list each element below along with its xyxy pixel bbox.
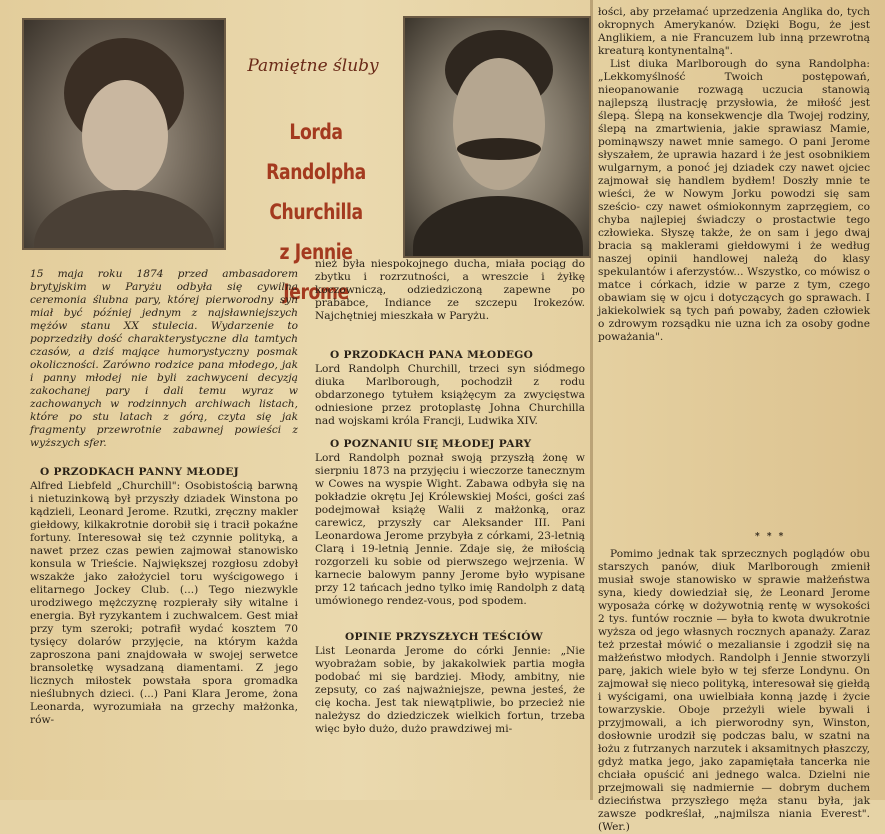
headline-line-1: Lorda Randolpha <box>266 120 366 184</box>
section-text-bride-ancestors: Alfred Liebfeld „Churchill": Osobistością barwną i nietuzinkową był przyszły dziadek Winstona po kądzieli, Leonard Jerome. Rzutki, zręczny makler giełdowy, kilkakrotnie dorobił się i tracił pokaźne fortuny. Interesował się też czynnie polityką, a nawet przez czas pewien zajmował stanowisko konsula w Trieście. Największej rozgłosu zdobył wszakże jako założyciel toru wyścigowego i elitarnego Jockey Club. (...) Tego niezwykle urodziwego mężczyznę rozpierały siły witalne i energia. Był ryzykantem i zuchwalcem. Gest miał przy tym szeroki; potrafił wydać kosztem 70 tysięcy dolarów przyjęcie, na którym każda zaproszona pani znajdowała w swojej serwetce bransoletkę wysadzaną diamentami. Z jego licznych miłostek powstała spora gromadka nieślubnych dzieci. (...) Pani Klara Jerome, żona Leonarda, wyrozumiała na grzechy małżonka, rów- <box>30 480 298 726</box>
portrait-randolph-churchill <box>403 16 591 258</box>
section-heading-in-laws: OPINIE PRZYSZŁYCH TEŚCIÓW <box>345 631 543 643</box>
section-heading-bride-ancestors: O PRZODKACH PANNY MŁODEJ <box>40 466 239 478</box>
portrait-moustache <box>457 138 541 160</box>
portrait-face <box>453 58 545 190</box>
section-text-bride-ancestors-cont: nież była niespokojnego ducha, miała pociąg do zbytku i rozrzutności, a wreszcie i żyłkę koczowniczą, odziedziczoną zapewne po prababce, Indiance ze szczepu Irokezów. Najchętniej mieszkała w Paryżu. <box>315 258 585 322</box>
lead-paragraph: 15 maja roku 1874 przed ambasadorem brytyjskim w Paryżu odbyła się cywilna ceremonia ślubna pary, której pierworodny syn miał być później jednym z najsławniejszych mężów stanu XX stulecia. Wydarzenie to poprzedziły dość charakterystyczne dla tamtych czasów, a dziś mające humorystyczny posmak okoliczności. Zarówno rodzice pana młodego, jak i panny młodej nie byli zachwyceni decyzją zakochanej pary i dali temu wyraz w zachowanych w rodzinnych archiwach listach, które po stu latach z górą, czyta się jak fragmenty przewrotnie zabawnej powieści z wyższych sfer. <box>30 268 298 449</box>
kicker: Pamiętne śluby <box>247 56 379 76</box>
portrait-suit <box>413 196 583 258</box>
section-text-in-laws-cont: łości, aby przełamać uprzedzenia Anglika do, tych okropnych Amerykanów. Dzięki Bogu, że jest Anglikiem, a nie Francuzem lub inną przewrotną kreaturą kontynentalną". <box>598 6 870 57</box>
section-text-groom-ancestors: Lord Randolph Churchill, trzeci syn siódmego diuka Marlborough, pochodził z rodu obdarzonego tytułem książęcym za zwycięstwa odniesione przez protoplastę Johna Churchilla nad wojskami króla Francji, Ludwika XIV. <box>315 363 585 427</box>
duke-letter: List diuka Marlborough do syna Randolpha: „Lekkomyślność Twoich postępowań, nieopanowanie rozwagą uczucia stanowią najlepszą ilustrację przysłowia, że miłość jest ślepą. Ślepą na konsekwencje dla Twojej rodziny, ślepą na zmartwienia, jakie sprawiasz Mamie, pominąwszy nawet mnie samego. O pani Jerome słyszałem, że uprawia hazard i że jest osobnikiem wulgarnym, a ponoć jej dziadek czy nawet ojciec zajmował się handlem bydłem! Doszły mnie te wieści, że w Nowym Jorku powodzi się sam sześcio- czy nawet ośmiokonnym zaprzęgiem, co chyba najlepiej świadczy o prostactwie tego człowieka. Słyszę także, że on sam i jego dwaj bracia są maklerami giełdowymi i że według naszej opinii handlowej należą do klasy spekulantów i aferzystów... Wszystko, co mówisz o matce i córkach, idzie w parze z tym, czego obawiam się w ojcu i dotyczących go sprawach. I jakiekolwiek są tych pań powaby, żaden człowiek o zdrowym rozsądku nie uzna ich za osoby godne poważania". <box>598 58 870 343</box>
column-three-top <box>598 6 870 344</box>
section-divider: * * * <box>755 532 786 542</box>
section-heading-meeting: O POZNANIU SIĘ MŁODEJ PARY <box>330 438 532 450</box>
headline-line-2: Churchilla <box>269 200 363 224</box>
section-text-in-laws: List Leonarda Jerome do córki Jennie: „Nie wyobrażam sobie, by jakakolwiek partia mogła podobać mi się bardziej. Młody, ambitny, nie zepsuty, co zaś najważniejsze, pewna jesteś, że cię kocha. Jest tak niewątpliwie, bo przecież nie należysz do dziedziczek wielkich fortun, trzeba więc było dużo, dużo prawdziwej mi- <box>315 645 585 735</box>
section-text-meeting: Lord Randolph poznał swoją przyszłą żonę w sierpniu 1873 na przyjęciu i wieczorze tanecznym w Cowes na wyspie Wight. Zabawa odbyła się na pokładzie okrętu Jej Królewskiej Mości, gości zaś podejmował książę Walii z małżonką, oraz carewicz, przyszły car Aleksander III. Pani Leonardowa Jerome przybyła z córkami, 23-letnią Clarą i 19-letnią Jennie. Zdaje się, że miłością rozgorzeli ku sobie od pierwszego wejrzenia. W karnecie balowym panny Jerome było wypisane przy 12 tańcach jedno tylko imię Randolph z datą umówionego rendez-vous, pod spodem. <box>315 452 585 607</box>
section-heading-groom-ancestors: O PRZODKACH PANA MŁODEGO <box>330 349 534 361</box>
portrait-dress <box>34 190 214 250</box>
closing-paragraph: Pomimo jednak tak sprzecznych poglądów obu starszych panów, diuk Marlborough zmienił musiał swoje stanowisko w sprawie małżeństwa syna, kiedy dowiedział się, że Leonard Jerome wyposaża córkę w dożywotnią rentę w wysokości 2 tys. funtów rocznie — była to kwota dwukrotnie wyższa od jego własnych rocznych apanaży. Zaraz też przestał mówić o mezaliansie i zgodził się na małżeństwo młodych. Randolph i Jennie stworzyli parę, jakich wiele było w tej sferze Londynu. On zajmował się nieco polityką, interesował się giełdą i wyścigami, ona uwielbiała konną jazdę i życie towarzyskie. Oboje przeżyli wiele bywali i przyjmowali, a ich pierworodny syn, Winston, dosłownie urodził się podczas balu, w szatni na łożu z futrzanych narzutek i aksamitnych płaszczy, gdyż matka jego, jako zapamiętała tancerka nie chciała opuścić ani jednego walca. Dzielni nie przejmowali się nadmiernie — dobrym duchem dzieciństwa przyszłego męża stanu była, jak zawsze podkreślał, „najmilsza niania Everest". (Wer.) <box>598 548 870 833</box>
headline-line-3: z Jennie Jerome <box>279 240 353 304</box>
portrait-jennie-jerome <box>22 18 226 250</box>
portrait-face <box>82 80 168 192</box>
